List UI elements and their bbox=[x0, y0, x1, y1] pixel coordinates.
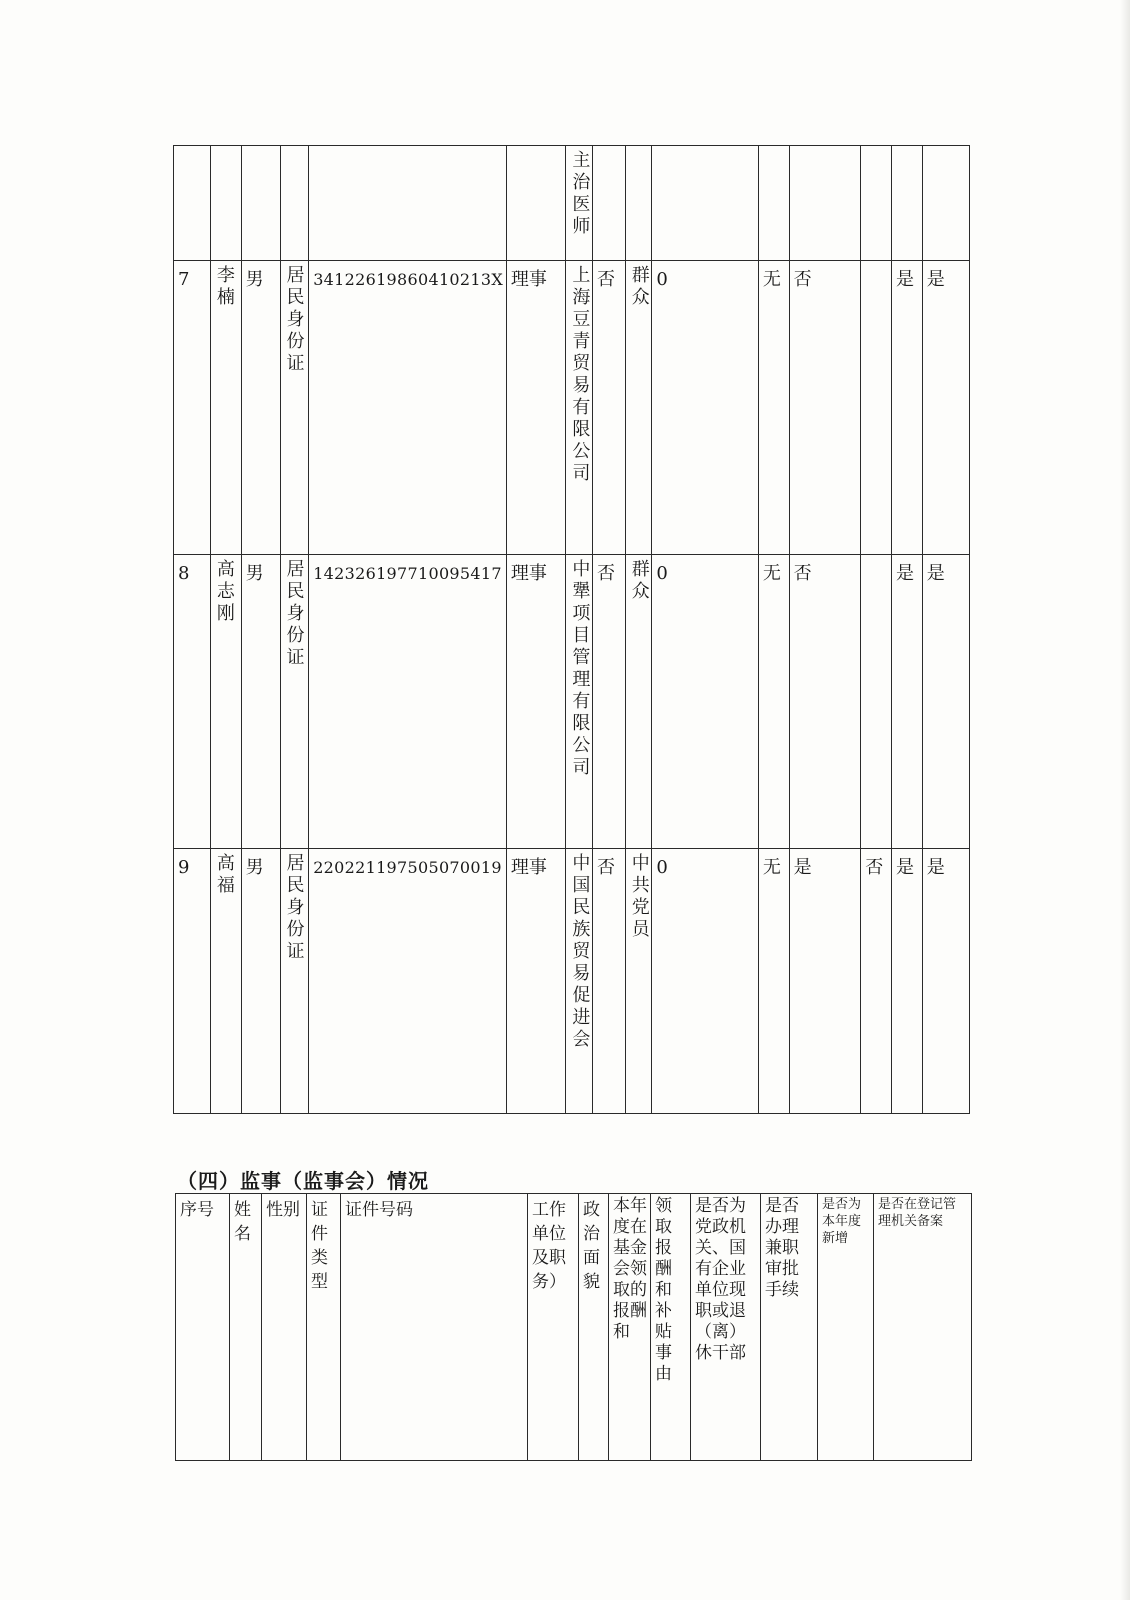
table-row bbox=[174, 555, 970, 849]
political-cell: 群众 bbox=[628, 265, 650, 309]
name-cell: 高福 bbox=[213, 853, 235, 897]
id-type-cell: 居民身份证 bbox=[283, 853, 305, 963]
work-unit-cell: 上海豆青贸易有限公司 bbox=[569, 265, 591, 485]
header-pay-amount: 本年度在基金会领取的报酬和 bbox=[609, 1194, 651, 1461]
header-new: 是否为本年度新增 bbox=[818, 1194, 874, 1461]
flag-cell: 是 bbox=[922, 555, 969, 849]
flag-cell bbox=[861, 261, 892, 555]
flag-cell: 是 bbox=[892, 849, 923, 1114]
seq-cell: 8 bbox=[174, 555, 211, 849]
id-type-cell: 居民身份证 bbox=[283, 265, 305, 375]
header-political: 政治面貌 bbox=[579, 1194, 609, 1461]
header-row bbox=[176, 1194, 972, 1461]
header-seq: 序号 bbox=[176, 1194, 230, 1461]
table-row bbox=[174, 261, 970, 555]
id-number-cell: 142326197710095417 bbox=[309, 555, 507, 849]
id-number-cell: 34122619860410213X bbox=[309, 261, 507, 555]
header-id-type: 证件类型 bbox=[307, 1194, 341, 1461]
reason-cell: 无 bbox=[758, 849, 789, 1114]
flag-cell: 是 bbox=[922, 261, 969, 555]
id-type-cell: 居民身份证 bbox=[283, 559, 305, 669]
work-unit-cell: 中犟项目管理有限公司 bbox=[569, 559, 591, 779]
header-name: 姓名 bbox=[230, 1194, 262, 1461]
name-cell: 李楠 bbox=[213, 265, 235, 309]
section-title: （四）监事（监事会）情况 bbox=[177, 1169, 429, 1193]
name-cell: 高志刚 bbox=[213, 559, 235, 625]
reason-cell: 无 bbox=[758, 555, 789, 849]
flag-cell: 否 bbox=[789, 261, 861, 555]
header-work-unit: 工作单位及职务） bbox=[528, 1194, 579, 1461]
header-gender: 性别 bbox=[262, 1194, 307, 1461]
flag-cell: 是 bbox=[922, 849, 969, 1114]
flag-cell bbox=[861, 555, 892, 849]
work-unit-cell: 中国民族贸易促进会 bbox=[569, 853, 591, 1051]
id-number-cell: 220221197505070019 bbox=[309, 849, 507, 1114]
amount-cell: 0 bbox=[652, 849, 759, 1114]
scan-edge bbox=[1120, 0, 1130, 1600]
flag-cell: 是 bbox=[892, 555, 923, 849]
header-id-number: 证件号码 bbox=[341, 1194, 528, 1461]
amount-cell: 0 bbox=[652, 261, 759, 555]
amount-cell: 0 bbox=[652, 555, 759, 849]
flag-cell: 否 bbox=[592, 261, 625, 555]
header-cadre: 是否为党政机关、国有企业单位现职或退（离）休干部 bbox=[691, 1194, 761, 1461]
political-cell: 中共党员 bbox=[628, 853, 650, 941]
flag-cell: 否 bbox=[592, 849, 625, 1114]
flag-cell: 否 bbox=[592, 555, 625, 849]
gender-cell: 男 bbox=[241, 555, 280, 849]
gender-cell: 男 bbox=[241, 849, 280, 1114]
reason-cell: 无 bbox=[758, 261, 789, 555]
directors-table bbox=[173, 145, 970, 1114]
table-row-continuation bbox=[174, 146, 970, 261]
work-unit-cell: 主治医师 bbox=[569, 150, 591, 238]
flag-cell: 是 bbox=[789, 849, 861, 1114]
seq-cell: 7 bbox=[174, 261, 211, 555]
role-cell: 理事 bbox=[506, 555, 565, 849]
role-cell: 理事 bbox=[506, 261, 565, 555]
flag-cell: 是 bbox=[892, 261, 923, 555]
header-approval: 是否办理兼职审批手续 bbox=[761, 1194, 818, 1461]
flag-cell: 否 bbox=[861, 849, 892, 1114]
role-cell: 理事 bbox=[506, 849, 565, 1114]
gender-cell: 男 bbox=[241, 261, 280, 555]
header-pay-reason: 领取报酬和补贴事由 bbox=[651, 1194, 691, 1461]
political-cell: 群众 bbox=[628, 559, 650, 603]
flag-cell: 否 bbox=[789, 555, 861, 849]
supervisors-table bbox=[175, 1193, 972, 1461]
table-row bbox=[174, 849, 970, 1114]
seq-cell: 9 bbox=[174, 849, 211, 1114]
header-filed: 是否在登记管理机关备案 bbox=[874, 1194, 972, 1461]
